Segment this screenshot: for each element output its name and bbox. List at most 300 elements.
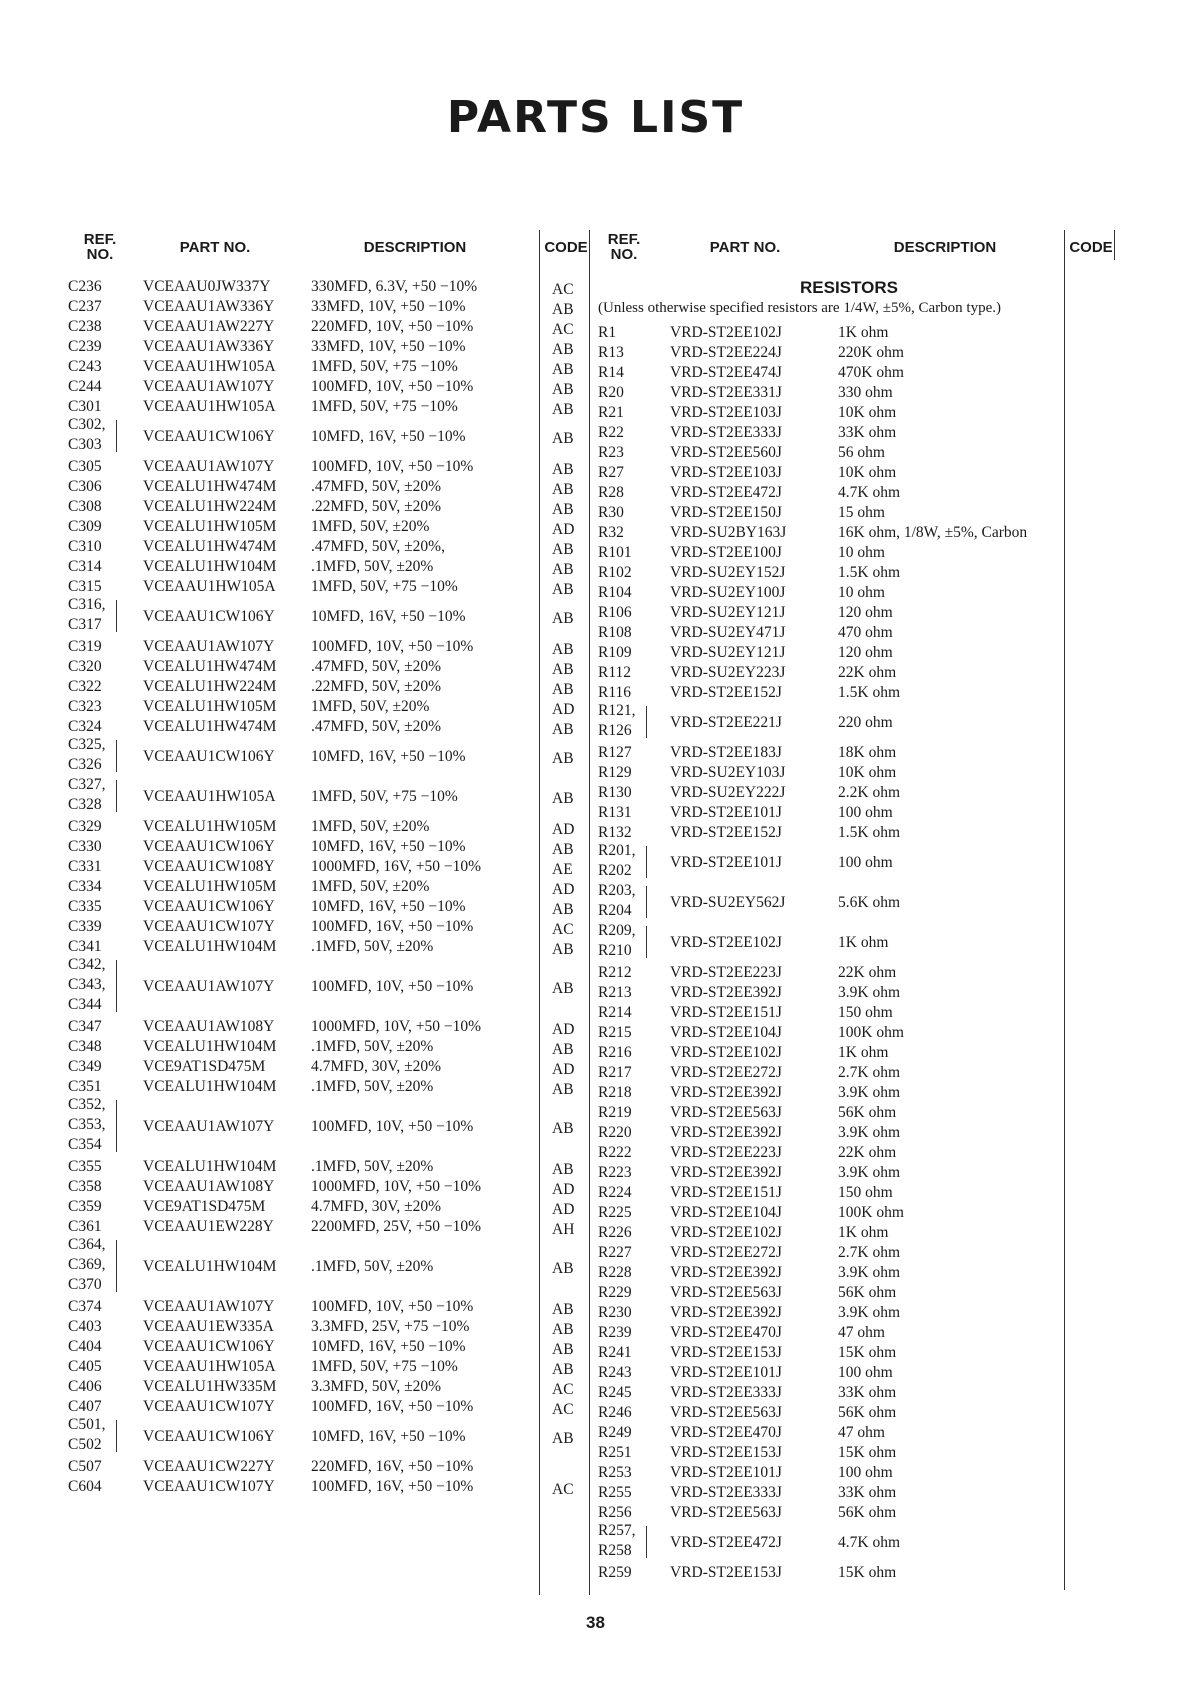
code: AE xyxy=(552,861,573,878)
description: .1MFD, 50V, ±20% xyxy=(311,938,434,955)
code-header-right: CODE xyxy=(1069,239,1113,256)
table-row xyxy=(0,884,1191,924)
description: 3.9K ohm xyxy=(838,1164,900,1181)
code: AC xyxy=(552,921,574,938)
part-no: VCEAAU1HW105A xyxy=(143,1358,276,1375)
page-number: 38 xyxy=(586,1613,605,1632)
table-row xyxy=(0,1244,1191,1264)
ref-no: R126 xyxy=(598,722,632,739)
table-row xyxy=(0,464,1191,484)
part-no: VCEALU1HW104M xyxy=(143,1158,277,1175)
part-no: VCEALU1HW104M xyxy=(143,1038,277,1055)
description: 15K ohm xyxy=(838,1564,897,1581)
ref-no: R102 xyxy=(598,564,632,581)
code: AD xyxy=(552,1061,575,1078)
table-row xyxy=(0,964,1191,984)
description: 470K ohm xyxy=(838,364,904,381)
ref-no: C325, xyxy=(68,736,106,753)
ref-no: R104 xyxy=(598,584,632,601)
ref-no: C354 xyxy=(68,1136,102,1153)
ref-no: R204 xyxy=(598,902,632,919)
code: AB xyxy=(552,1321,574,1338)
table-row xyxy=(0,1184,1191,1204)
ref-no-group xyxy=(598,881,635,921)
description: 330MFD, 6.3V, +50 −10% xyxy=(311,278,478,295)
description: 470 ohm xyxy=(838,624,893,641)
grouping-brace xyxy=(642,706,647,738)
table-row xyxy=(0,324,1191,344)
description: 220K ohm xyxy=(838,344,904,361)
table-row xyxy=(0,444,1191,464)
description: 150 ohm xyxy=(838,1004,893,1021)
part-no: VCEALU1HW104M xyxy=(143,938,277,955)
part-no: VRD-ST2EE272J xyxy=(670,1244,782,1261)
description: 5.6K ohm xyxy=(838,894,900,911)
ref-no: R258 xyxy=(598,1542,632,1559)
ref-no: R1 xyxy=(598,324,617,341)
ref-no: R202 xyxy=(598,862,632,879)
table-row xyxy=(0,484,1191,504)
code: AB xyxy=(552,341,574,358)
ref-no: R246 xyxy=(598,1404,632,1421)
ref-no: R121, xyxy=(598,702,636,719)
part-no: VCEAAU1CW106Y xyxy=(143,838,275,855)
table-row xyxy=(0,684,1191,704)
part-no: VCEALU1HW105M xyxy=(143,518,277,535)
part-no: VCEALU1HW474M xyxy=(143,478,277,495)
ref-no: C322 xyxy=(68,678,102,695)
table-row xyxy=(0,278,1191,298)
ref-no: C359 xyxy=(68,1198,102,1215)
part-no: VRD-ST2EE101J xyxy=(670,804,782,821)
ref-no: R108 xyxy=(598,624,632,641)
description: 1MFD, 50V, ±20% xyxy=(311,818,430,835)
description: 100MFD, 16V, +50 −10% xyxy=(311,1398,474,1415)
code: AB xyxy=(552,750,574,767)
ref-no: C507 xyxy=(68,1458,102,1475)
description: 10 ohm xyxy=(838,544,885,561)
code: AB xyxy=(552,481,574,498)
ref-no: R213 xyxy=(598,984,632,1001)
description: 100MFD, 10V, +50 −10% xyxy=(311,1298,474,1315)
part-no: VRD-SU2EY121J xyxy=(670,604,786,621)
table-row xyxy=(0,1304,1191,1324)
ref-no: C502 xyxy=(68,1436,102,1453)
code: AB xyxy=(552,1260,574,1277)
description: 1MFD, 50V, ±20% xyxy=(311,518,430,535)
part-no: VCEAAU1CW106Y xyxy=(143,1338,275,1355)
description: 100 ohm xyxy=(838,854,893,871)
part-no: VRD-ST2EE563J xyxy=(670,1404,782,1421)
table-row xyxy=(0,1004,1191,1024)
description: 100MFD, 10V, +50 −10% xyxy=(311,1118,474,1135)
ref-no: R257, xyxy=(598,1522,636,1539)
ref-no: C364, xyxy=(68,1236,106,1253)
code: AB xyxy=(552,1301,574,1318)
ref-no: R217 xyxy=(598,1064,632,1081)
table-row xyxy=(0,804,1191,824)
part-no: VRD-ST2EE101J xyxy=(670,1364,782,1381)
part-no: VRD-ST2EE392J xyxy=(670,1124,782,1141)
part-no: VRD-ST2EE153J xyxy=(670,1444,782,1461)
ref-header-left xyxy=(70,232,130,262)
table-row xyxy=(0,1464,1191,1484)
description: 100 ohm xyxy=(838,804,893,821)
part-no: VRD-ST2EE101J xyxy=(670,854,782,871)
ref-no: C237 xyxy=(68,298,102,315)
part-no: VRD-ST2EE101J xyxy=(670,1464,782,1481)
part-no: VCEAAU1CW227Y xyxy=(143,1458,275,1475)
part-no-header-right: PART NO. xyxy=(709,239,781,256)
part-no-header-left: PART NO. xyxy=(179,239,251,256)
description: 15K ohm xyxy=(838,1344,897,1361)
ref-no: R209, xyxy=(598,922,636,939)
code: AC xyxy=(552,321,574,338)
part-no: VCEAAU0JW337Y xyxy=(143,278,271,295)
ref-no: C331 xyxy=(68,858,102,875)
table-row xyxy=(0,1024,1191,1044)
description: 15K ohm xyxy=(838,1444,897,1461)
ref-no: R223 xyxy=(598,1164,632,1181)
description: 3.9K ohm xyxy=(838,1264,900,1281)
ref-no: C344 xyxy=(68,996,102,1013)
code: AC xyxy=(552,1481,574,1498)
description: 33K ohm xyxy=(838,1384,897,1401)
table-row xyxy=(0,364,1191,384)
part-no: VRD-SU2EY471J xyxy=(670,624,786,641)
ref-no: R201, xyxy=(598,842,636,859)
table-row xyxy=(0,504,1191,524)
table-row xyxy=(0,1524,1191,1564)
part-no: VCEALU1HW105M xyxy=(143,698,277,715)
ref-no: C341 xyxy=(68,938,102,955)
description: 100 ohm xyxy=(838,1464,893,1481)
code: AC xyxy=(552,281,574,298)
table-row xyxy=(0,664,1191,684)
part-no: VRD-ST2EE470J xyxy=(670,1424,782,1441)
ref-no: R131 xyxy=(598,804,632,821)
code: AB xyxy=(552,901,574,918)
ref-no: C361 xyxy=(68,1218,102,1235)
ref-no-group xyxy=(598,841,635,881)
ref-header-line1: REF. xyxy=(607,231,641,248)
ref-no: R256 xyxy=(598,1504,632,1521)
description: 18K ohm xyxy=(838,744,897,761)
code: AH xyxy=(552,1221,575,1238)
description: 3.9K ohm xyxy=(838,1304,900,1321)
table-row xyxy=(0,824,1191,844)
table-row xyxy=(0,744,1191,764)
ref-no: C501, xyxy=(68,1416,106,1433)
ref-no: C324 xyxy=(68,718,102,735)
part-no: VCEALU1HW224M xyxy=(143,498,277,515)
part-no: VCEAAU1AW336Y xyxy=(143,338,275,355)
table-row xyxy=(0,544,1191,564)
part-no: VRD-ST2EE104J xyxy=(670,1204,782,1221)
description: 56K ohm xyxy=(838,1504,897,1521)
part-no: VRD-ST2EE474J xyxy=(670,364,782,381)
ref-no: C306 xyxy=(68,478,102,495)
code: AD xyxy=(552,821,575,838)
table-row xyxy=(0,1144,1191,1164)
ref-no: C339 xyxy=(68,918,102,935)
table-row xyxy=(0,1064,1191,1084)
part-no: VCEALU1HW104M xyxy=(143,1258,277,1275)
ref-no: C302, xyxy=(68,416,106,433)
ref-no: R224 xyxy=(598,1184,632,1201)
ref-no: R222 xyxy=(598,1144,632,1161)
ref-no: C404 xyxy=(68,1338,102,1355)
part-no: VCEAAU1CW107Y xyxy=(143,1398,275,1415)
ref-no: C308 xyxy=(68,498,102,515)
ref-no: R251 xyxy=(598,1444,632,1461)
description: 1MFD, 50V, +75 −10% xyxy=(311,578,458,595)
ref-no: C319 xyxy=(68,638,102,655)
description: 10MFD, 16V, +50 −10% xyxy=(311,838,466,855)
table-row xyxy=(0,1044,1191,1064)
description: 56 ohm xyxy=(838,444,885,461)
ref-no: R228 xyxy=(598,1264,632,1281)
description: 1000MFD, 16V, +50 −10% xyxy=(311,858,482,875)
description: 1.5K ohm xyxy=(838,824,900,841)
table-row xyxy=(0,584,1191,604)
ref-no: C317 xyxy=(68,616,102,633)
description: 10MFD, 16V, +50 −10% xyxy=(311,898,466,915)
part-no: VRD-ST2EE183J xyxy=(670,744,782,761)
part-no: VCEAAU1AW107Y xyxy=(143,1298,275,1315)
part-no: VRD-SU2EY222J xyxy=(670,784,786,801)
part-no: VRD-ST2EE102J xyxy=(670,1044,782,1061)
ref-no: R212 xyxy=(598,964,632,981)
grouping-brace xyxy=(642,1526,647,1558)
description: 1K ohm xyxy=(838,1044,889,1061)
description: 100MFD, 16V, +50 −10% xyxy=(311,1478,474,1495)
code: AB xyxy=(552,361,574,378)
part-no: VCEAAU1CW107Y xyxy=(143,1478,275,1495)
ref-no: R239 xyxy=(598,1324,632,1341)
ref-no: C335 xyxy=(68,898,102,915)
part-no: VRD-ST2EE472J xyxy=(670,1534,782,1551)
ref-no: C370 xyxy=(68,1276,102,1293)
ref-no: R116 xyxy=(598,684,632,701)
description: 1MFD, 50V, +75 −10% xyxy=(311,788,458,805)
description: 220 ohm xyxy=(838,714,893,731)
part-no: VCEAAU1AW108Y xyxy=(143,1178,275,1195)
part-no: VCEAAU1CW106Y xyxy=(143,1428,275,1445)
description: 100 ohm xyxy=(838,1364,893,1381)
part-no: VRD-ST2EE392J xyxy=(670,984,782,1001)
ref-no: C347 xyxy=(68,1018,102,1035)
grouping-brace xyxy=(642,886,647,918)
part-no: VCEALU1HW335M xyxy=(143,1378,277,1395)
part-no: VRD-ST2EE152J xyxy=(670,824,782,841)
ref-no: R112 xyxy=(598,664,632,681)
part-no: VRD-ST2EE563J xyxy=(670,1284,782,1301)
code: AB xyxy=(552,430,574,447)
ref-no: C355 xyxy=(68,1158,102,1175)
ref-no: C343, xyxy=(68,976,106,993)
part-no: VRD-ST2EE331J xyxy=(670,384,782,401)
part-no: VRD-SU2EY152J xyxy=(670,564,786,581)
code: AD xyxy=(552,701,575,718)
description: 22K ohm xyxy=(838,664,897,681)
resistors-section-title: RESISTORS xyxy=(800,278,898,297)
code: AD xyxy=(552,881,575,898)
ref-no: C323 xyxy=(68,698,102,715)
code: AB xyxy=(552,1041,574,1058)
ref-no: R220 xyxy=(598,1124,632,1141)
description: 1MFD, 50V, +75 −10% xyxy=(311,358,458,375)
ref-no: R255 xyxy=(598,1484,632,1501)
ref-no: C239 xyxy=(68,338,102,355)
ref-no: C328 xyxy=(68,796,102,813)
ref-no: C238 xyxy=(68,318,102,335)
description: 1MFD, 50V, +75 −10% xyxy=(311,398,458,415)
table-row xyxy=(0,624,1191,644)
ref-no: R229 xyxy=(598,1284,632,1301)
table-row xyxy=(0,1324,1191,1344)
part-no: VCEALU1HW105M xyxy=(143,878,277,895)
table-row xyxy=(0,564,1191,584)
description-header-left: DESCRIPTION xyxy=(363,239,467,256)
table-row xyxy=(0,424,1191,444)
ref-no: C352, xyxy=(68,1096,106,1113)
part-no: VRD-ST2EE104J xyxy=(670,1024,782,1041)
ref-no: C348 xyxy=(68,1038,102,1055)
description: 1MFD, 50V, ±20% xyxy=(311,878,430,895)
description: 3.3MFD, 25V, +75 −10% xyxy=(311,1318,470,1335)
ref-no: R130 xyxy=(598,784,632,801)
description: 150 ohm xyxy=(838,1184,893,1201)
table-row xyxy=(0,404,1191,424)
part-no: VRD-ST2EE153J xyxy=(670,1564,782,1581)
table-row xyxy=(0,1164,1191,1184)
code: AC xyxy=(552,1381,574,1398)
table-row xyxy=(0,298,1191,318)
code: AB xyxy=(552,401,574,418)
code: AB xyxy=(552,561,574,578)
description: 120 ohm xyxy=(838,604,893,621)
ref-no: C301 xyxy=(68,398,102,415)
table-row xyxy=(0,1404,1191,1424)
ref-no: R210 xyxy=(598,942,632,959)
part-no: VCE9AT1SD475M xyxy=(143,1058,266,1075)
description: 16K ohm, 1/8W, ±5%, Carbon xyxy=(838,524,1028,541)
ref-no: R203, xyxy=(598,882,636,899)
part-no: VCEAAU1AW107Y xyxy=(143,378,275,395)
description: .1MFD, 50V, ±20% xyxy=(311,1258,434,1275)
ref-no: C406 xyxy=(68,1378,102,1395)
description: 15 ohm xyxy=(838,504,885,521)
part-no: VRD-SU2EY100J xyxy=(670,584,786,601)
table-row xyxy=(0,784,1191,804)
part-no: VRD-ST2EE153J xyxy=(670,1344,782,1361)
description: .47MFD, 50V, ±20%, xyxy=(311,538,445,555)
code: AB xyxy=(552,721,574,738)
code: AD xyxy=(552,1021,575,1038)
ref-no: R23 xyxy=(598,444,624,461)
ref-no: C349 xyxy=(68,1058,102,1075)
ref-no: C315 xyxy=(68,578,102,595)
part-no: VCEALU1HW104M xyxy=(143,558,277,575)
part-no: VCEAAU1AW107Y xyxy=(143,1118,275,1135)
code: AB xyxy=(552,641,574,658)
ref-no: R227 xyxy=(598,1244,632,1261)
description: 2.7K ohm xyxy=(838,1064,900,1081)
ref-no-group xyxy=(598,1521,635,1561)
part-no: VRD-ST2EE560J xyxy=(670,444,782,461)
code: AB xyxy=(552,941,574,958)
part-no: VCE9AT1SD475M xyxy=(143,1198,266,1215)
part-no: VCEAAU1EW335A xyxy=(143,1318,274,1335)
code: AB xyxy=(552,1341,574,1358)
ref-no: C326 xyxy=(68,756,102,773)
part-no: VCEALU1HW474M xyxy=(143,718,277,735)
part-no: VRD-ST2EE563J xyxy=(670,1104,782,1121)
description: 33K ohm xyxy=(838,424,897,441)
ref-no-group xyxy=(598,921,635,961)
part-no: VRD-ST2EE221J xyxy=(670,714,782,731)
part-no: VRD-SU2EY103J xyxy=(670,764,786,781)
part-no: VCEAAU1AW108Y xyxy=(143,1018,275,1035)
table-row xyxy=(0,1384,1191,1404)
description: 4.7K ohm xyxy=(838,484,900,501)
grouping-brace xyxy=(642,846,647,878)
ref-no: R109 xyxy=(598,644,632,661)
part-no: VCEAAU1CW106Y xyxy=(143,608,275,625)
table-row xyxy=(0,1124,1191,1144)
part-no: VCEAAU1HW105A xyxy=(143,788,276,805)
page-title: PARTS LIST xyxy=(446,92,745,143)
table-row xyxy=(0,1504,1191,1524)
ref-no: R101 xyxy=(598,544,632,561)
code: AB xyxy=(552,980,574,997)
part-no: VRD-ST2EE224J xyxy=(670,344,782,361)
code: AD xyxy=(552,1201,575,1218)
part-no: VRD-ST2EE333J xyxy=(670,1384,782,1401)
part-no: VCEALU1HW224M xyxy=(143,678,277,695)
part-no: VRD-ST2EE100J xyxy=(670,544,782,561)
description: 1MFD, 50V, +75 −10% xyxy=(311,1358,458,1375)
part-no: VCEAAU1CW108Y xyxy=(143,858,275,875)
resistors-section-note: (Unless otherwise specified resistors are 1/4W, ±5%, Carbon type.) xyxy=(598,300,1001,316)
description: 1000MFD, 10V, +50 −10% xyxy=(311,1018,482,1035)
description: 2.2K ohm xyxy=(838,784,900,801)
part-no: VRD-ST2EE392J xyxy=(670,1084,782,1101)
part-no: VRD-ST2EE102J xyxy=(670,934,782,951)
part-no: VCEALU1HW474M xyxy=(143,538,277,555)
code-header-left: CODE xyxy=(544,239,588,256)
description: 10K ohm xyxy=(838,464,897,481)
description: .1MFD, 50V, ±20% xyxy=(311,1038,434,1055)
part-no: VRD-ST2EE152J xyxy=(670,684,782,701)
ref-header-line1: REF. xyxy=(83,231,117,248)
part-no: VCEALU1HW104M xyxy=(143,1078,277,1095)
description: 3.9K ohm xyxy=(838,1124,900,1141)
table-row xyxy=(0,1484,1191,1504)
ref-header-line2: NO. xyxy=(86,246,114,263)
part-no: VCEAAU1HW105A xyxy=(143,358,276,375)
part-no: VCEAAU1AW107Y xyxy=(143,458,275,475)
ref-no: R106 xyxy=(598,604,632,621)
description: 1K ohm xyxy=(838,324,889,341)
right-code-column-right-divider xyxy=(1114,230,1115,260)
ref-no: C309 xyxy=(68,518,102,535)
part-no: VRD-ST2EE103J xyxy=(670,404,782,421)
code: AB xyxy=(552,301,574,318)
description: 10MFD, 16V, +50 −10% xyxy=(311,428,466,445)
description: 1.5K ohm xyxy=(838,564,900,581)
